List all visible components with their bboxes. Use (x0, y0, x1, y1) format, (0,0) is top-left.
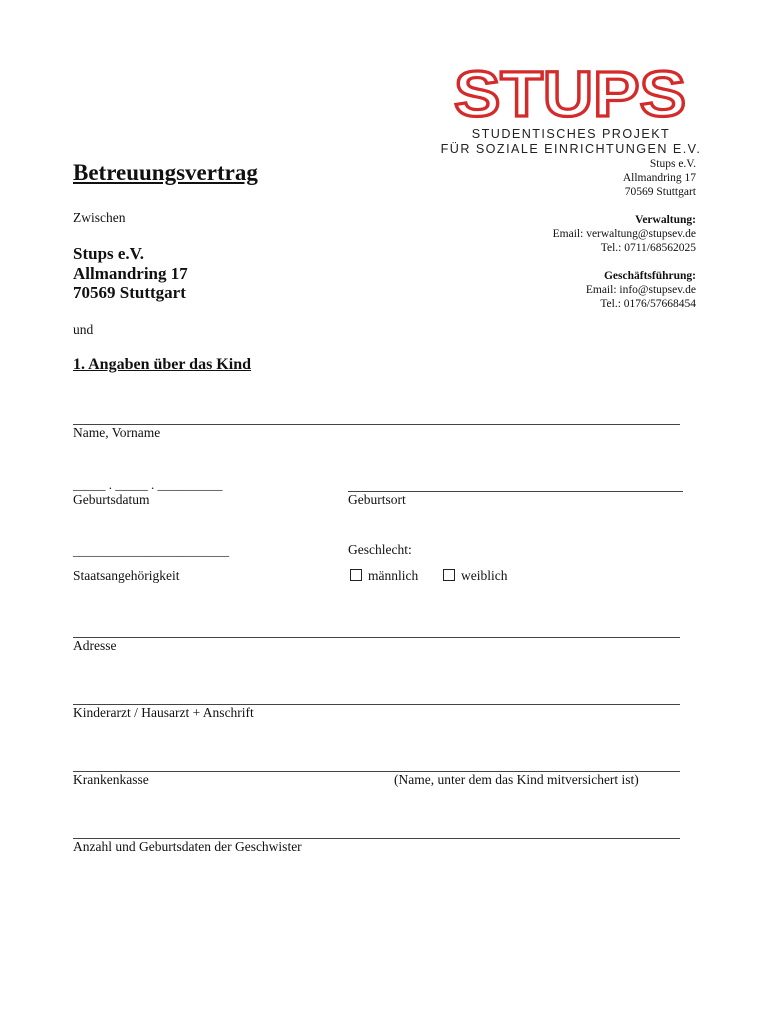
male-checkbox[interactable] (350, 569, 362, 581)
contact-address-line: Allmandring 17 (622, 172, 696, 184)
siblings-label: Anzahl und Geburtsdaten der Geschwister (73, 839, 302, 854)
insurance-note: (Name, unter dem das Kind mitversichert ist) (394, 772, 639, 787)
gender-female-option[interactable] (443, 568, 508, 584)
female-checkbox[interactable] (443, 569, 455, 581)
org-city: 70569 Stuttgart (73, 283, 186, 302)
and-label: und (73, 322, 94, 337)
female-label: weiblich (461, 568, 508, 583)
name-label: Name, Vorname (73, 425, 161, 440)
nationality-blank[interactable]: ________________________ (73, 543, 229, 558)
birthdate-label: Geburtsdatum (73, 492, 150, 507)
male-label: männlich (368, 568, 419, 583)
contact-address-line: 70569 Stuttgart (624, 186, 696, 198)
birthplace-label: Geburtsort (348, 492, 406, 507)
geschaeftsfuehrung-tel: Tel.: 0176/57668454 (600, 298, 696, 310)
stups-logo-wordmark (440, 66, 700, 124)
gender-label: Geschlecht: (348, 542, 412, 557)
nationality-label: Staatsangehörigkeit (73, 568, 180, 583)
contact-verwaltung (553, 213, 696, 255)
geschaeftsfuehrung-email[interactable]: Email: info@stupsev.de (585, 284, 696, 296)
document-title: Betreuungsvertrag (73, 160, 258, 185)
logo-tagline (440, 127, 702, 156)
insurance-label: Krankenkasse (73, 772, 149, 787)
contact-address-line: Stups e.V. (649, 158, 696, 170)
logo-tagline-line1: STUDENTISCHES PROJEKT (471, 127, 671, 141)
contact-geschaeftsfuehrung (586, 269, 696, 311)
between-label: Zwischen (73, 210, 126, 225)
org-street: Allmandring 17 (73, 263, 188, 283)
verwaltung-heading: Verwaltung: (635, 214, 696, 226)
org-address-block (73, 244, 188, 303)
org-name: Stups e.V. (73, 244, 145, 263)
logo-wordmark-text: STUPS (454, 66, 686, 124)
logo-tagline-line2: FÜR SOZIALE EINRICHTUNGEN E.V. (440, 141, 702, 156)
address-field-line[interactable] (73, 637, 680, 638)
verwaltung-email[interactable]: Email: verwaltung@stupsev.de (552, 228, 696, 240)
address-label: Adresse (73, 638, 117, 653)
birthdate-blank[interactable]: _____ . _____ . __________ (73, 477, 223, 492)
geschaeftsfuehrung-heading: Geschäftsführung: (603, 270, 696, 282)
verwaltung-tel: Tel.: 0711/68562025 (600, 242, 696, 254)
doctor-label: Kinderarzt / Hausarzt + Anschrift (73, 705, 254, 720)
stups-logo (440, 66, 700, 124)
gender-male-option[interactable] (350, 568, 418, 584)
name-field-line[interactable] (73, 424, 680, 425)
contact-address (623, 157, 696, 199)
section-heading: 1. Angaben über das Kind (73, 356, 251, 373)
